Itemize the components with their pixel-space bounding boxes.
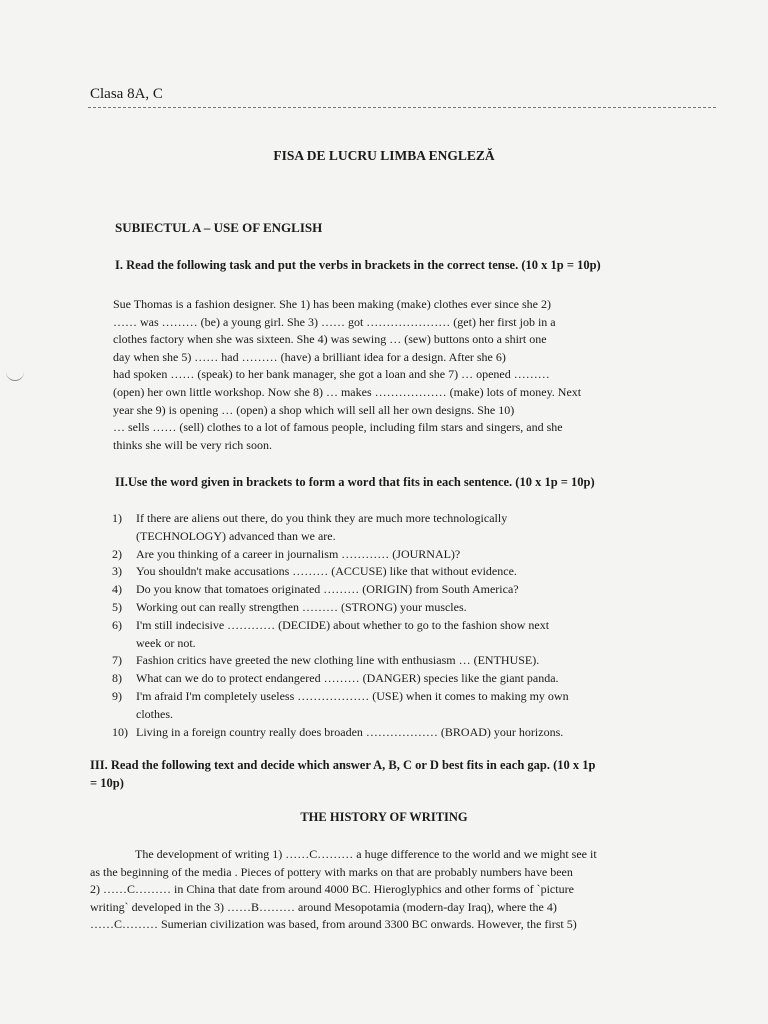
item-text: I'm still indecisive ………… (DECIDE) about whether to go to the fashion show next bbox=[136, 617, 550, 632]
task3-line: The development of writing 1) ……C……… a huge difference to the world and we might see it bbox=[135, 847, 597, 861]
subject-heading: SUBIECTUL A – USE OF ENGLISH bbox=[115, 220, 323, 235]
item-number: 1) bbox=[112, 511, 122, 525]
item-text: Are you thinking of a career in journalism ………… (JOURNAL)? bbox=[136, 546, 461, 561]
item-number: 5) bbox=[112, 599, 122, 614]
task1-line: had spoken …… (speak) to her bank manager, she got a loan and she 7) … opened ……… bbox=[113, 367, 550, 382]
task1-line: Sue Thomas is a fashion designer. She 1) has been making (make) clothes ever since she 2) bbox=[113, 297, 551, 311]
list-item bbox=[112, 688, 677, 724]
item-number: 3) bbox=[112, 564, 122, 579]
item-number: 7) bbox=[112, 653, 122, 668]
item-text: Do you know that tomatoes originated ……… (ORIGIN) from South America? bbox=[136, 582, 519, 597]
class-label: Clasa 8A, C bbox=[90, 86, 163, 102]
task3-paragraph bbox=[90, 846, 675, 934]
task1-line: …… was ……… (be) a young girl. She 3) …… got ………………… (get) her first job in a bbox=[113, 314, 556, 329]
item-text: What can we do to protect endangered ……… (DANGER) species like the giant panda. bbox=[136, 671, 559, 686]
page-title: FISA DE LUCRU LIMBA ENGLEZĂ bbox=[273, 148, 495, 163]
item-text: You shouldn't make accusations ……… (ACCUSE) like that without evidence. bbox=[136, 564, 517, 579]
task3-line: writing` developed in the 3) ……B……… around Mesopotamia (modern-day Iraq), where the 4) bbox=[90, 899, 557, 914]
item-text: Living in a foreign country really does broaden ……………… (BROAD) your horizons. bbox=[136, 724, 564, 739]
item-text-continued: (TECHNOLOGY) advanced than we are. bbox=[136, 528, 336, 543]
list-item bbox=[112, 652, 677, 670]
task1-instruction: I. Read the following task and put the verbs in brackets in the correct tense. (10 x 1p = 10p) bbox=[115, 258, 601, 272]
task3-line: ……C……… Sumerian civilization was based, from around 3300 BC onwards. However, the first 5) bbox=[90, 917, 577, 932]
item-text-continued: clothes. bbox=[136, 706, 173, 721]
list-item bbox=[112, 510, 677, 546]
item-number: 9) bbox=[112, 688, 122, 703]
task3-instruction-continued: = 10p) bbox=[90, 776, 124, 790]
task2-list bbox=[112, 510, 677, 741]
item-number: 2) bbox=[112, 546, 122, 561]
list-item bbox=[112, 546, 677, 564]
story-title: THE HISTORY OF WRITING bbox=[300, 810, 468, 824]
task2-instruction: II.Use the word given in brackets to form a word that fits in each sentence. (10 x 1p = 10p) bbox=[115, 475, 595, 489]
item-text: Fashion critics have greeted the new clothing line with enthusiasm … (ENTHUSE). bbox=[136, 653, 540, 668]
header-divider bbox=[88, 107, 716, 108]
item-number: 4) bbox=[112, 582, 122, 597]
item-number: 6) bbox=[112, 617, 122, 632]
task3-line: as the beginning of the media . Pieces of pottery with marks on that are probably numbers have been bbox=[90, 864, 573, 879]
item-number: 10) bbox=[112, 724, 128, 739]
item-number: 8) bbox=[112, 671, 122, 686]
list-item bbox=[112, 724, 677, 742]
list-item bbox=[112, 670, 677, 688]
task1-paragraph bbox=[113, 296, 673, 454]
list-item bbox=[112, 617, 677, 653]
item-text-continued: week or not. bbox=[136, 635, 196, 650]
list-item bbox=[112, 581, 677, 599]
task1-line: (open) her own little workshop. Now she 8) … makes ……………… (make) lots of money. Next bbox=[113, 384, 582, 399]
item-text: If there are aliens out there, do you think they are much more technologically bbox=[136, 511, 508, 525]
task1-line: clothes factory when she was sixteen. She 4) was sewing … (sew) buttons onto a shirt one bbox=[113, 332, 547, 347]
task1-line: year she 9) is opening … (open) a shop which will sell all her own designs. She 10) bbox=[113, 402, 515, 417]
task3-line: 2) ……C……… in China that date from around 4000 BC. Hieroglyphics and other forms of `picture bbox=[90, 882, 574, 897]
list-item bbox=[112, 599, 677, 617]
scan-mark bbox=[6, 372, 24, 381]
task1-line: … sells …… (sell) clothes to a lot of famous people, including film stars and singers, and she bbox=[113, 420, 563, 435]
task3-instruction: III. Read the following text and decide which answer A, B, C or D best fits in each gap. (10 x 1p bbox=[90, 758, 596, 772]
list-item bbox=[112, 563, 677, 581]
item-text: Working out can really strengthen ……… (STRONG) your muscles. bbox=[136, 599, 467, 614]
task1-line: day when she 5) …… had ……… (have) a brilliant idea for a design. After she 6) bbox=[113, 349, 506, 364]
item-text: I'm afraid I'm completely useless ……………… (USE) when it comes to making my own bbox=[136, 688, 569, 703]
task1-line: thinks she will be very rich soon. bbox=[113, 437, 272, 452]
